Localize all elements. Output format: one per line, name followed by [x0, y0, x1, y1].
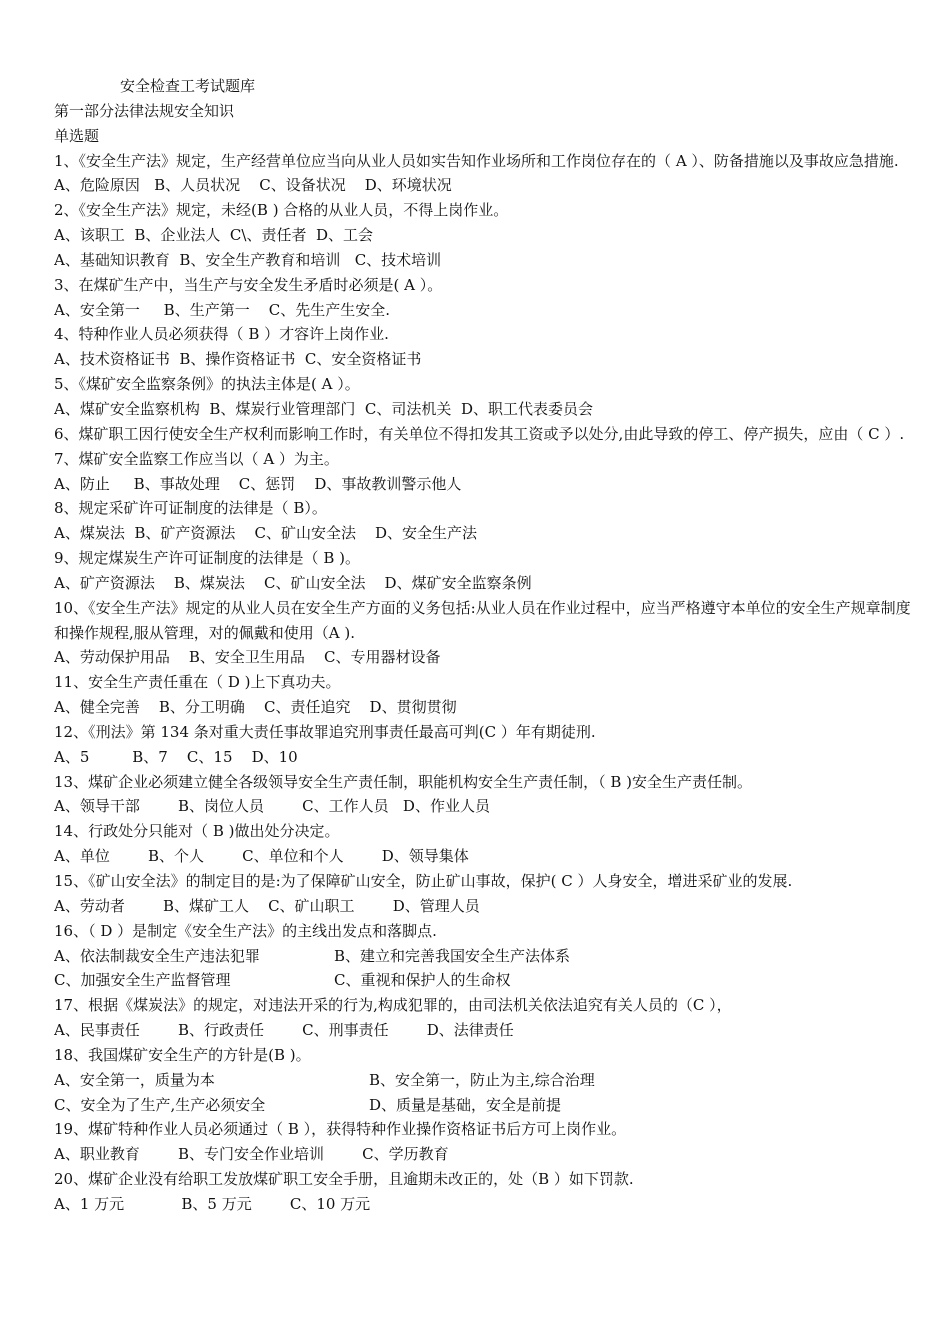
question-text: 10、《安全生产法》规定的从业人员在安全生产方面的义务包括:从业人员在作业过程中，应当严格遵守本单位的安全生产规章制度和操作规程,服从管理，对的佩戴和使用（A ). [54, 598, 911, 642]
question-text: 3、在煤矿生产中，当生产与安全发生矛盾时必须是( A ）。 [54, 275, 443, 294]
answer-options-row [54, 1093, 916, 1118]
document-title: 安全检查工考试题库 [120, 77, 256, 95]
question-text: 15、《矿山安全法》的制定目的是:为了保障矿山安全，防止矿山事故，保护( C ）人身安全，增进采矿业的发展. [54, 872, 793, 890]
answer-options: A、安全第一 B、生产第一 C、先生产生安全. [54, 300, 391, 319]
question-text: 17、根据《煤炭法》的规定，对违法开采的行为,构成犯罪的，由司法机关依法追究有关人员的（C ）， [54, 996, 732, 1015]
question-text: 14、行政处分只能对（ B )做出处分决定。 [54, 822, 340, 841]
answer-option: A、依法制裁安全生产违法犯罪 [54, 946, 260, 965]
answer-options: A、煤炭法 B、矿产资源法 C、矿山安全法 D、安全生产法 [54, 524, 478, 543]
question-list [54, 149, 916, 1217]
answer-options: A、该职工 B、企业法人 C\、责任者 D、工会 [54, 226, 374, 245]
section-heading: 单选题 [54, 126, 100, 145]
question-text: 19、煤矿特种作业人员必须通过（ B ），获得特种作业操作资格证书后方可上岗作业。 [54, 1120, 627, 1139]
part-heading: 第一部分法律法规安全知识 [54, 101, 235, 120]
answer-options-row [54, 1068, 916, 1093]
answer-options: A、健全完善 B、分工明确 C、责任追究 D、贯彻贯彻 [54, 698, 457, 717]
question-text: 11、安全生产责任重在（ D )上下真功夫。 [54, 673, 341, 692]
answer-options: A、劳动者 B、煤矿工人 C、矿山职工 D、管理人员 [54, 896, 480, 915]
question-text: 9、规定煤炭生产许可证制度的法律是（ B )。 [54, 549, 360, 568]
answer-options: A、煤矿安全监察机构 B、煤炭行业管理部门 C、司法机关 D、职工代表委员会 [54, 399, 593, 418]
question-text: 20、煤矿企业没有给职工发放煤矿职工安全手册，且逾期未改正的，处（B ）如下罚款. [54, 1170, 634, 1189]
question-text: 6、煤矿职工因行使安全生产权利而影响工作时，有关单位不得扣发其工资或予以处分,由此导致的停工、停产损失，应由（ C ）. [54, 424, 905, 443]
answer-options: A、技术资格证书 B、操作资格证书 C、安全资格证书 [54, 350, 422, 369]
answer-options: A、防止 B、事故处理 C、惩罚 D、事故教训警示他人 [54, 474, 462, 493]
document-content [54, 74, 916, 1217]
answer-option: B、建立和完善我国安全生产法体系 [334, 946, 571, 965]
answer-options-row [54, 968, 916, 993]
answer-option: D、质量是基础，安全是前提 [369, 1095, 562, 1114]
answer-options: A、民事责任 B、行政责任 C、刑事责任 D、法律责任 [54, 1021, 514, 1040]
answer-options: A、基础知识教育 B、安全生产教育和培训 C、技术培训 [54, 250, 442, 269]
question-text: 7、煤矿安全监察工作应当以（ A ）为主。 [54, 449, 339, 468]
answer-options: A、危险原因 B、人员状况 C、设备状况 D、环境状况 [54, 176, 452, 195]
answer-options: A、单位 B、个人 C、单位和个人 D、领导集体 [54, 847, 469, 866]
question-text: 2、《安全生产法》规定，未经(B ) 合格的从业人员，不得上岗作业。 [54, 201, 509, 220]
answer-options: A、领导干部 B、岗位人员 C、工作人员 D、作业人员 [54, 797, 490, 816]
question-text: 18、我国煤矿安全生产的方针是(B )。 [54, 1045, 311, 1064]
question-text: 13、煤矿企业必须建立健全各级领导安全生产责任制，职能机构安全生产责任制，（ B )安全生产责任制。 [54, 772, 753, 791]
answer-option: C、安全为了生产,生产必须安全 [54, 1095, 266, 1114]
answer-option: B、安全第一，防止为主,综合治理 [369, 1070, 595, 1089]
answer-options: A、5 B、7 C、15 D、10 [54, 747, 298, 766]
answer-option: C、加强安全生产监督管理 [54, 971, 231, 990]
answer-options: A、劳动保护用品 B、安全卫生用品 C、专用器材设备 [54, 648, 441, 667]
answer-options: A、1 万元 B、5 万元 C、10 万元 [54, 1194, 371, 1213]
answer-options: A、职业教育 B、专门安全作业培训 C、学历教育 [54, 1145, 449, 1164]
question-text: 8、规定采矿许可证制度的法律是（ B）。 [54, 499, 327, 518]
question-text: 16、（ D ）是制定《安全生产法》的主线出发点和落脚点. [54, 921, 437, 940]
question-text: 12、《刑法》第 134 条对重大责任事故罪追究刑事责任最高可判(C ）年有期徒刑. [54, 722, 596, 741]
question-text: 1、《安全生产法》规定，生产经营单位应当向从业人员如实告知作业场所和工作岗位存在的（ A ）、防备措施以及事故应急措施. [54, 151, 899, 170]
answer-options: A、矿产资源法 B、煤炭法 C、矿山安全法 D、煤矿安全监察条例 [54, 573, 532, 592]
answer-option: C、重视和保护人的生命权 [334, 971, 511, 990]
answer-option: A、安全第一，质量为本 [54, 1070, 215, 1089]
answer-options-row [54, 944, 916, 969]
question-text: 5、《煤矿安全监察条例》的执法主体是( A ）。 [54, 375, 360, 394]
question-text: 4、特种作业人员必须获得（ B ）才容许上岗作业. [54, 325, 389, 344]
